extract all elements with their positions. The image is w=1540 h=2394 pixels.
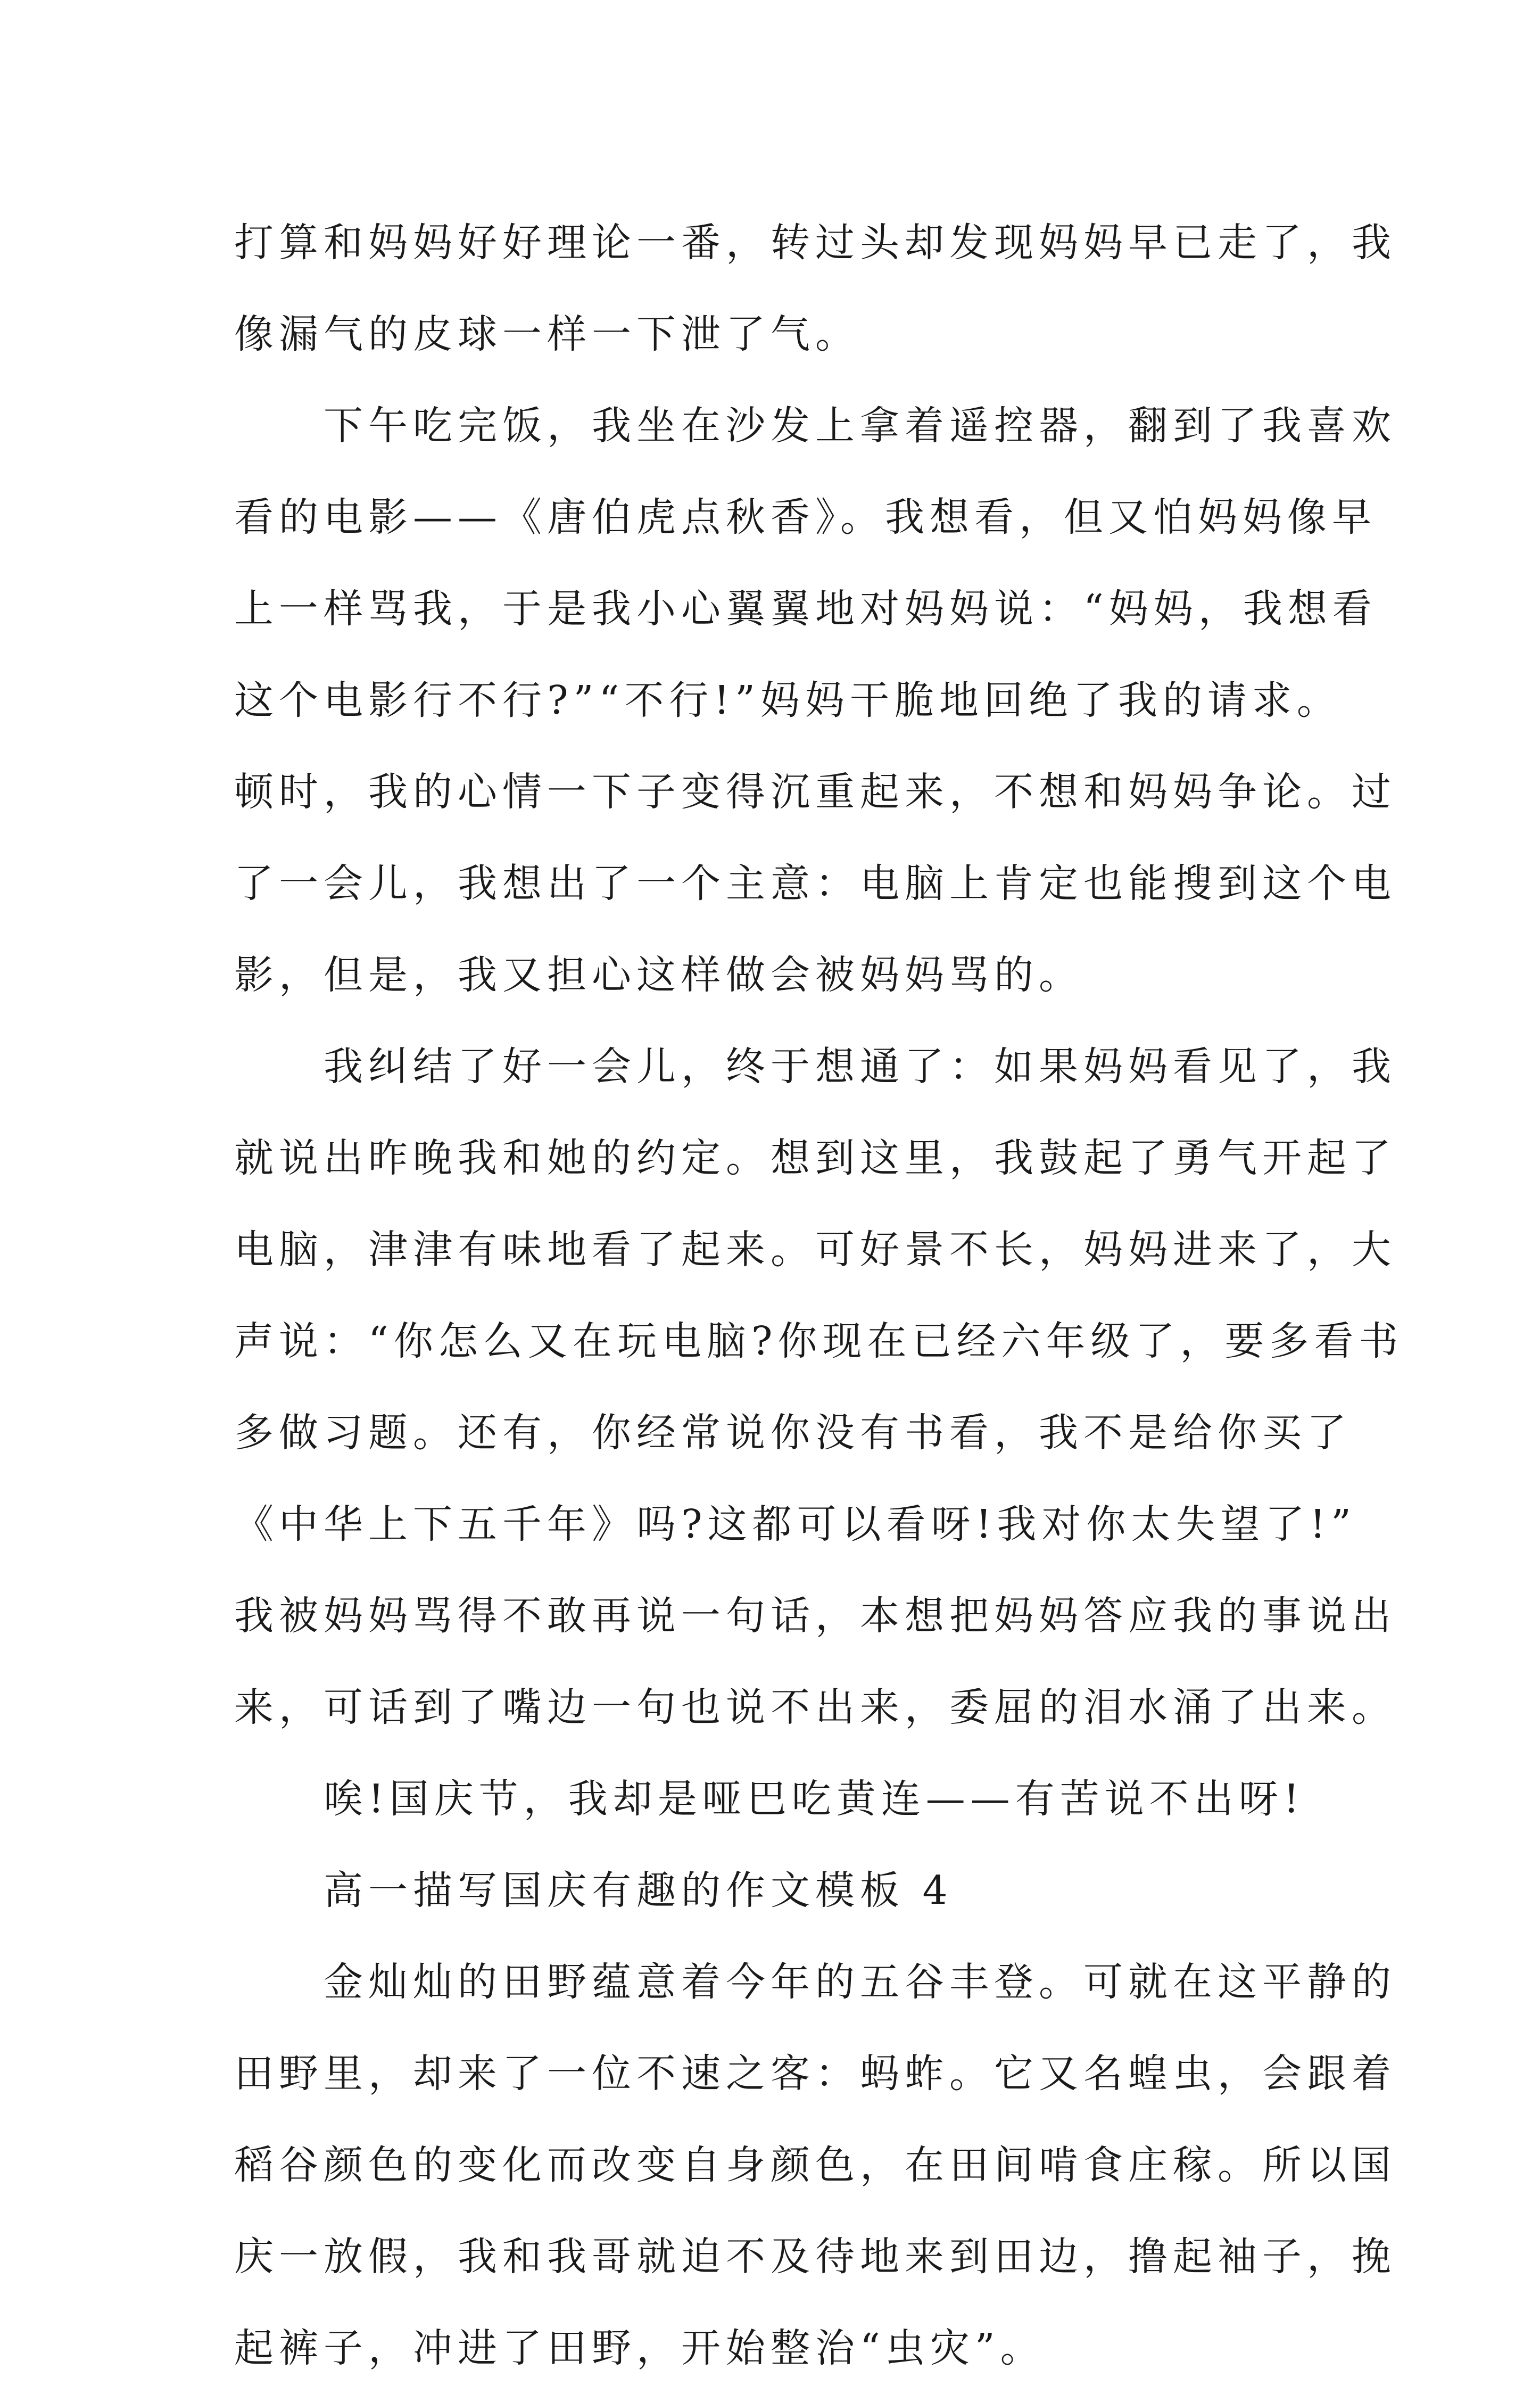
text-line: 田野里，却来了一位不速之客：蚂蚱。它又名蝗虫，会跟着 [234,2051,1396,2096]
text-line: 看的电影——《唐伯虎点秋香》。我想看，但又怕妈妈像早 [234,494,1377,540]
text-line: 庆一放假，我和我哥就迫不及待地来到田边，撸起袖子，挽 [234,2234,1396,2280]
text-line: 《中华上下五千年》吗?这都可以看呀!我对你太失望了!” [234,1501,1356,1547]
text-line: 我纠结了好一会儿，终于想通了：如果妈妈看见了，我 [324,1044,1396,1089]
text-line: 多做习题。还有，你经常说你没有书看，我不是给你买了 [234,1410,1352,1456]
text-line: 来，可话到了嘴边一句也说不出来，委屈的泪水涌了出来。 [234,1685,1396,1730]
text-line: 我被妈妈骂得不敢再说一句话，本想把妈妈答应我的事说出 [234,1593,1396,1639]
text-line: 了一会儿，我想出了一个主意：电脑上肯定也能搜到这个电 [234,861,1396,906]
paragraph-1 [234,197,1396,380]
paragraph-6 [234,1936,1396,2394]
section-heading [234,1845,1330,1936]
text-line: 上一样骂我，于是我小心翼翼地对妈妈说：“妈妈，我想看 [234,586,1377,632]
paragraph-3 [234,1021,1404,1753]
text-line: 起裤子，冲进了田野，开始整治“虫灾”。 [234,2325,1045,2371]
document-body [234,197,1404,2394]
text-line: 下午吃完饭，我坐在沙发上拿着遥控器，翻到了我喜欢 [324,403,1396,449]
text-line: 稻谷颜色的变化而改变自身颜色，在田间啃食庄稼。所以国 [234,2142,1396,2188]
text-line: 电脑，津津有味地看了起来。可好景不长，妈妈进来了，大 [234,1227,1396,1273]
text-line: 金灿灿的田野蕴意着今年的五谷丰登。可就在这平静的 [324,1959,1396,2005]
text-line: 像漏气的皮球一样一下泄了气。 [234,311,860,357]
text-line: 就说出昨晚我和她的约定。想到这里，我鼓起了勇气开起了 [234,1135,1396,1181]
paragraph-2 [234,380,1396,1021]
text-line: 这个电影行不行?”“不行!”妈妈干脆地回绝了我的请求。 [234,678,1342,723]
text-line: 声说：“你怎么又在玩电脑?你现在已经六年级了，要多看书 [234,1318,1404,1364]
text-line: 打算和妈妈好好理论一番，转过头却发现妈妈早已走了，我 [234,220,1396,266]
heading-line: 高一描写国庆有趣的作文模板 4 [324,1868,953,1913]
paragraph-4 [234,1753,1330,1845]
text-line: 唉!国庆节，我却是哑巴吃黄连——有苦说不出呀! [324,1776,1305,1822]
text-line: 影，但是，我又担心这样做会被妈妈骂的。 [234,952,1083,998]
text-line: 顿时，我的心情一下子变得沉重起来，不想和妈妈争论。过 [234,769,1396,815]
